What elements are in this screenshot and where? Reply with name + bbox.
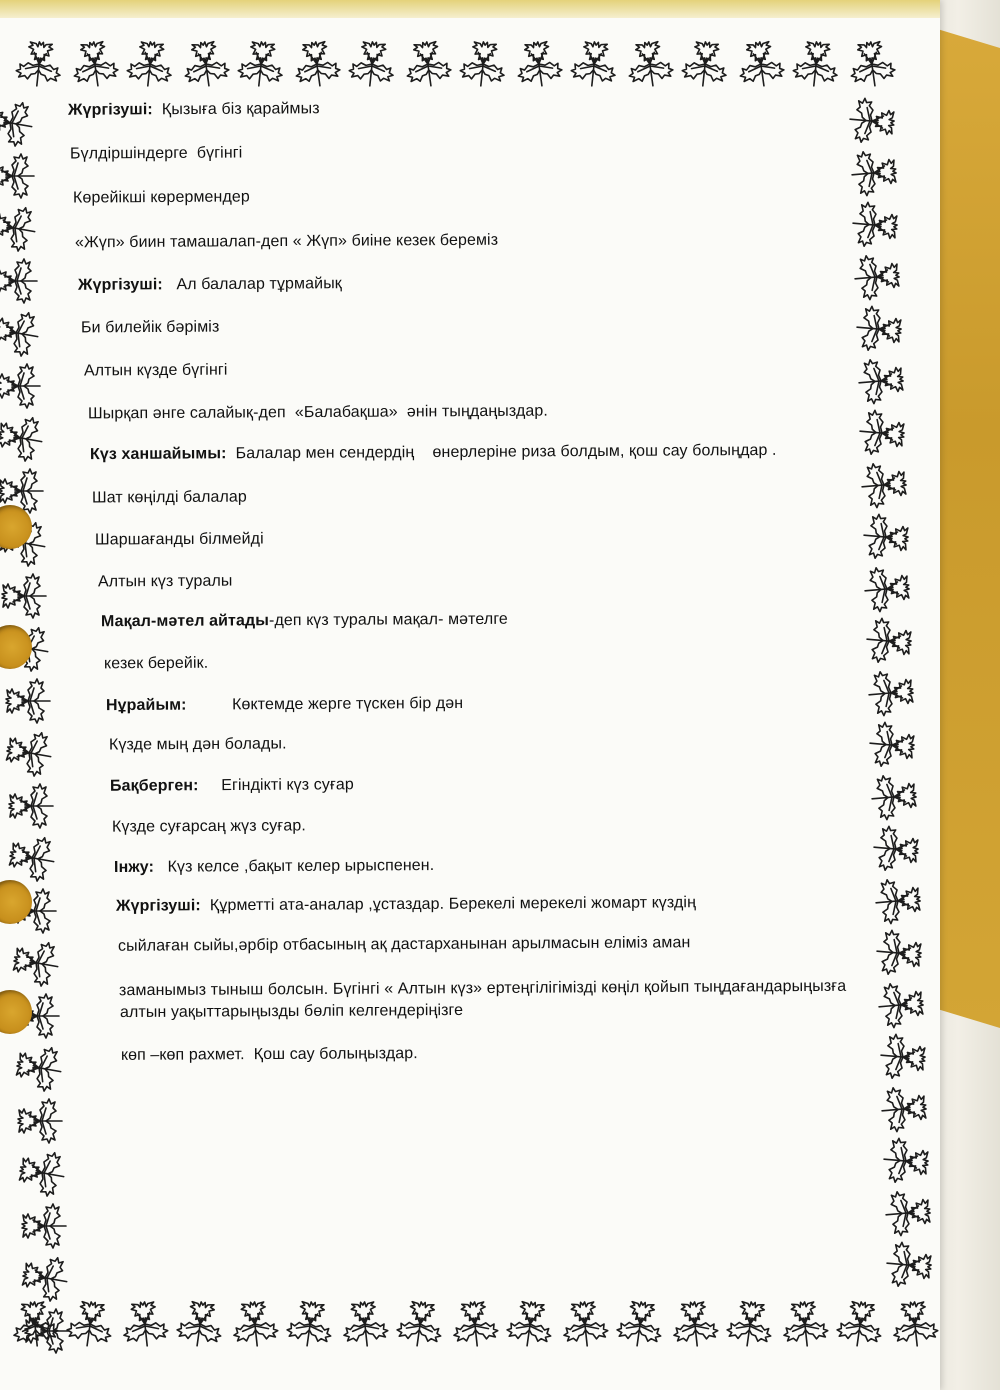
line-text: Алтын күзде бүгінгі [83,361,228,380]
maple-leaf-icon [732,37,788,93]
speaker-line [106,695,463,715]
line-text: көп –көп рахмет. Қош сау болыңыздар. [120,1045,418,1064]
maple-leaf-icon [0,361,44,411]
maple-leaf-icon [876,1082,930,1136]
speaker-name: Інжу: [113,858,155,876]
maple-leaf-icon [8,934,66,992]
text-line [118,934,690,955]
maple-leaf-icon [12,38,67,93]
line-text: Алтын күз туралы [97,572,233,591]
maple-leaf-icon [888,1298,943,1353]
line-text: Қызыға біз қараймыз [152,100,320,119]
maple-leaf-icon [863,666,917,720]
line-text: Күзде суғарсаң жүз суғар. [111,817,306,836]
line-text: Құрметті ата-аналар ,ұстаздар. Берекелі мерекелі жомарт күздің [200,894,697,915]
yellow-folder [934,28,1000,1028]
maple-leaf-icon [852,354,906,408]
maple-leaf-icon [228,1298,283,1353]
maple-leaf-icon [177,37,233,93]
speaker-name: Бақберген: [109,777,199,795]
speaker-name: Жүргізуші: [67,101,153,119]
maple-leaf-icon [345,38,400,93]
maple-leaf-icon [722,1297,778,1353]
line-text: Бүлдіршіндерге бүгінгі [69,144,243,163]
speaker-name: Күз ханшайымы: [89,445,227,464]
speaker-line [90,442,777,464]
maple-leaf-icon [0,151,38,201]
text-line [95,530,264,549]
line-text: Көрейікші көрермендер [72,188,250,207]
maple-leaf-icon [1,724,59,782]
maple-leaf-icon [14,1144,72,1202]
line-text: Шырқап әнге салайық-деп «Балабақша» әнін тыңдаңыздар. [87,402,548,423]
maple-leaf-icon [864,718,918,772]
maple-leaf-icon [7,781,57,831]
maple-leaf-icon [66,37,122,93]
maple-leaf-icon [859,562,913,616]
maple-leaf-icon [858,510,912,564]
line-text: Күз келсе ,бақыт келер ырыспенен. [153,857,435,876]
text-line [98,573,233,592]
line-text: «Жүп» биин тамашалап-деп « Жүп» биіне кезек береміз [74,231,499,252]
speaker-line [68,100,320,120]
line-text: заманымыз тыныш болсын. Бүгінгі « Алтын күз» ертеңгілігімізді көңіл қойып тыңдағандарыңызға [118,977,847,1000]
maple-leaf-icon [0,94,40,152]
maple-leaf-icon [849,250,903,304]
maple-leaf-icon [399,37,455,93]
text-line [120,1002,463,1022]
maple-leaf-icon [880,1186,934,1240]
maple-leaf-icon [789,38,844,93]
line-text: Егіндікті күз суғар [198,776,354,795]
maple-leaf-icon [0,571,50,621]
maple-leaf-icon [878,1134,932,1188]
maple-leaf-icon [118,1298,173,1353]
text-line [121,1045,418,1065]
text-line [109,735,287,754]
maple-leaf-icon [4,829,62,887]
text-line [84,362,228,381]
text-line [70,144,242,163]
maple-leaf-icon [0,304,46,362]
maple-leaf-icon [868,822,922,876]
maple-leaf-icon [851,302,905,356]
maple-leaf-icon [856,458,910,512]
maple-leaf-icon [567,38,622,93]
maple-leaf-icon [843,37,899,93]
line-text: Ал балалар тұрмайық [162,275,342,294]
text-line [112,817,306,836]
speaker-line [114,857,434,877]
maple-leaf-icon [234,38,289,93]
line-text: алтын уақыттарыңызды бөліп келгендеріңізге [119,1001,464,1022]
line-text: Би билейік бәріміз [80,318,220,337]
speaker-line [78,275,342,295]
speaker-name: Нұрайым: [105,696,187,715]
line-text: Балалар мен сендердің өнерлеріне риза болдым, қош сау болыңдар . [226,441,777,463]
text-line [73,188,250,207]
maple-leaf-icon [847,198,901,252]
maple-leaf-icon [4,676,54,726]
speaker-line [116,894,696,916]
maple-leaf-icon [778,1298,833,1353]
maple-leaf-icon [875,1030,929,1084]
text-line [119,978,846,1000]
maple-leaf-icon [288,37,344,93]
maple-leaf-icon [621,37,677,93]
maple-leaf-icon [0,409,50,467]
text-line [75,232,498,253]
maple-leaf-icon [873,978,927,1032]
maple-leaf-icon [0,256,41,306]
maple-leaf-icon [869,874,923,928]
maple-leaf-icon [502,1297,558,1353]
text-line [88,403,548,424]
line-text: кезек берейік. [103,654,209,673]
maple-leaf-icon [23,1306,73,1356]
maple-leaf-icon [456,38,511,93]
speaker-name: Жүргізуші: [115,897,201,915]
text-line [104,655,208,674]
line-text: Шаршағанды білмейді [94,530,264,549]
speaker-name: Мақал-мәтел айтады [100,612,270,631]
maple-leaf-icon [392,1297,448,1353]
line-text: -деп күз туралы мақал- мәтелге [268,610,508,630]
text-line [81,319,219,338]
line-text: Шат көңілді балалар [91,488,247,507]
maple-leaf-icon [861,614,915,668]
maple-leaf-icon [510,37,566,93]
text-line [92,489,247,508]
maple-leaf-icon [678,38,733,93]
line-text: Күзде мың дән болады. [108,735,287,754]
maple-leaf-icon [832,1297,888,1353]
maple-leaf-icon [844,94,898,148]
maple-leaf-icon [871,926,925,980]
maple-leaf-icon [0,199,43,257]
speaker-name: Жүргізуші: [77,276,163,294]
speaker-line [110,776,354,795]
maple-leaf-icon [448,1298,503,1353]
line-text: Көктемде жерге түскен бір дән [186,694,464,714]
maple-leaf-icon [846,146,900,200]
maple-leaf-icon [668,1298,723,1353]
top-edge-strip [0,0,940,18]
maple-leaf-icon [558,1298,613,1353]
maple-leaf-icon [612,1297,668,1353]
maple-leaf-icon [881,1238,935,1292]
maple-leaf-icon [17,1249,75,1307]
maple-leaf-icon [172,1297,228,1353]
maple-leaf-icon [16,1096,66,1146]
maple-leaf-icon [11,1039,69,1097]
speaker-line [101,611,508,631]
maple-leaf-icon [338,1298,393,1353]
maple-leaf-icon [866,770,920,824]
maple-leaf-icon [123,38,178,93]
maple-leaf-icon [854,406,908,460]
maple-leaf-icon [282,1297,338,1353]
line-text: сыйлаған сыйы,әрбір отбасының ақ дастарханынан арылмасын еліміз аман [117,934,691,955]
maple-leaf-icon [20,1201,70,1251]
